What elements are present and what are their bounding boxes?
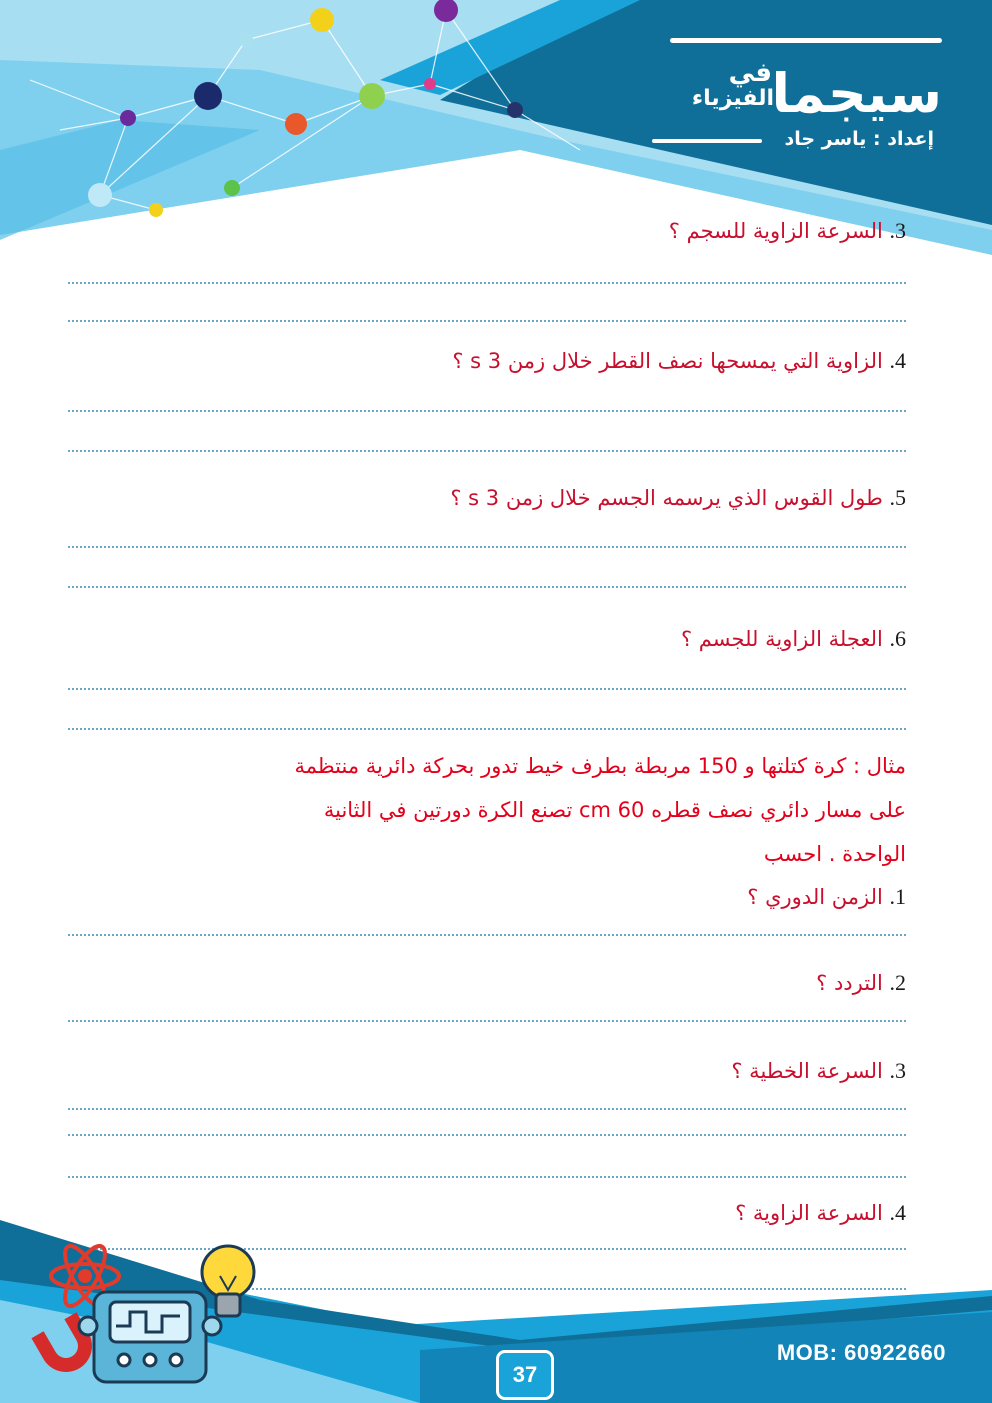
- mobile-number: MOB: 60922660: [776, 1340, 946, 1365]
- answer-line[interactable]: [68, 410, 906, 412]
- answer-line[interactable]: [68, 728, 906, 730]
- question-text: العجلة الزاوية للجسم ؟: [680, 627, 883, 651]
- science-illustration: [30, 1236, 260, 1396]
- question-text: السرعة الزاوية ؟: [735, 1201, 883, 1225]
- page-number: 37: [496, 1350, 554, 1400]
- question-text: التردد ؟: [816, 971, 883, 995]
- question-text: السرعة الزاوية للسجم ؟: [668, 219, 883, 243]
- question-text: طول القوس الذي يرسمه الجسم خلال زمن s 3 ؟: [450, 486, 883, 510]
- answer-line[interactable]: [68, 282, 906, 284]
- question-item: [66, 624, 906, 654]
- question-text: السرعة الخطية ؟: [731, 1059, 883, 1083]
- lightbulb-icon: [202, 1246, 254, 1316]
- answer-line[interactable]: [68, 1108, 906, 1110]
- brand-top-line: [670, 38, 942, 43]
- answer-line[interactable]: [68, 1134, 906, 1136]
- author-credit: إعداد : ياسر جاد: [784, 128, 934, 150]
- question-item: [66, 968, 906, 998]
- question-text: الزمن الدوري ؟: [747, 885, 883, 909]
- question-number: 5.: [889, 485, 906, 510]
- example-line: مثال : كرة كتلتها و 150 مربطة بطرف خيط تدور بحركة دائرية منتظمة: [294, 754, 906, 778]
- brand-subtitle: الفيزياء: [691, 86, 774, 111]
- example-paragraph: [66, 744, 906, 876]
- example-line: الواحدة . احسب: [763, 842, 906, 866]
- question-number: 3.: [889, 1058, 906, 1083]
- answer-line[interactable]: [68, 688, 906, 690]
- question-item: [66, 483, 906, 513]
- brand-fi-label: في: [728, 58, 772, 88]
- brand-main-title: سيجما: [771, 62, 942, 125]
- question-number: 4.: [889, 348, 906, 373]
- question-number: 2.: [889, 970, 906, 995]
- answer-line[interactable]: [68, 1020, 906, 1022]
- answer-line[interactable]: [68, 934, 906, 936]
- question-number: 3.: [889, 218, 906, 243]
- question-number: 1.: [889, 884, 906, 909]
- question-item: [66, 216, 906, 246]
- answer-line[interactable]: [68, 586, 906, 588]
- question-item: [66, 346, 906, 376]
- answer-line[interactable]: [68, 450, 906, 452]
- example-line: على مسار دائري نصف قطره 60 cm تصنع الكرة دورتين في الثانية: [323, 798, 906, 822]
- question-number: 6.: [889, 626, 906, 651]
- answer-line[interactable]: [68, 546, 906, 548]
- question-text: الزاوية التي يمسحها نصف القطر خلال زمن s 3 ؟: [452, 349, 883, 373]
- question-item: [66, 882, 906, 912]
- answer-line[interactable]: [68, 320, 906, 322]
- brand-bottom-line: [652, 139, 762, 143]
- question-item: [66, 1056, 906, 1086]
- answer-line[interactable]: [68, 1176, 906, 1178]
- oscilloscope-icon: [79, 1292, 221, 1382]
- question-number: 4.: [889, 1200, 906, 1225]
